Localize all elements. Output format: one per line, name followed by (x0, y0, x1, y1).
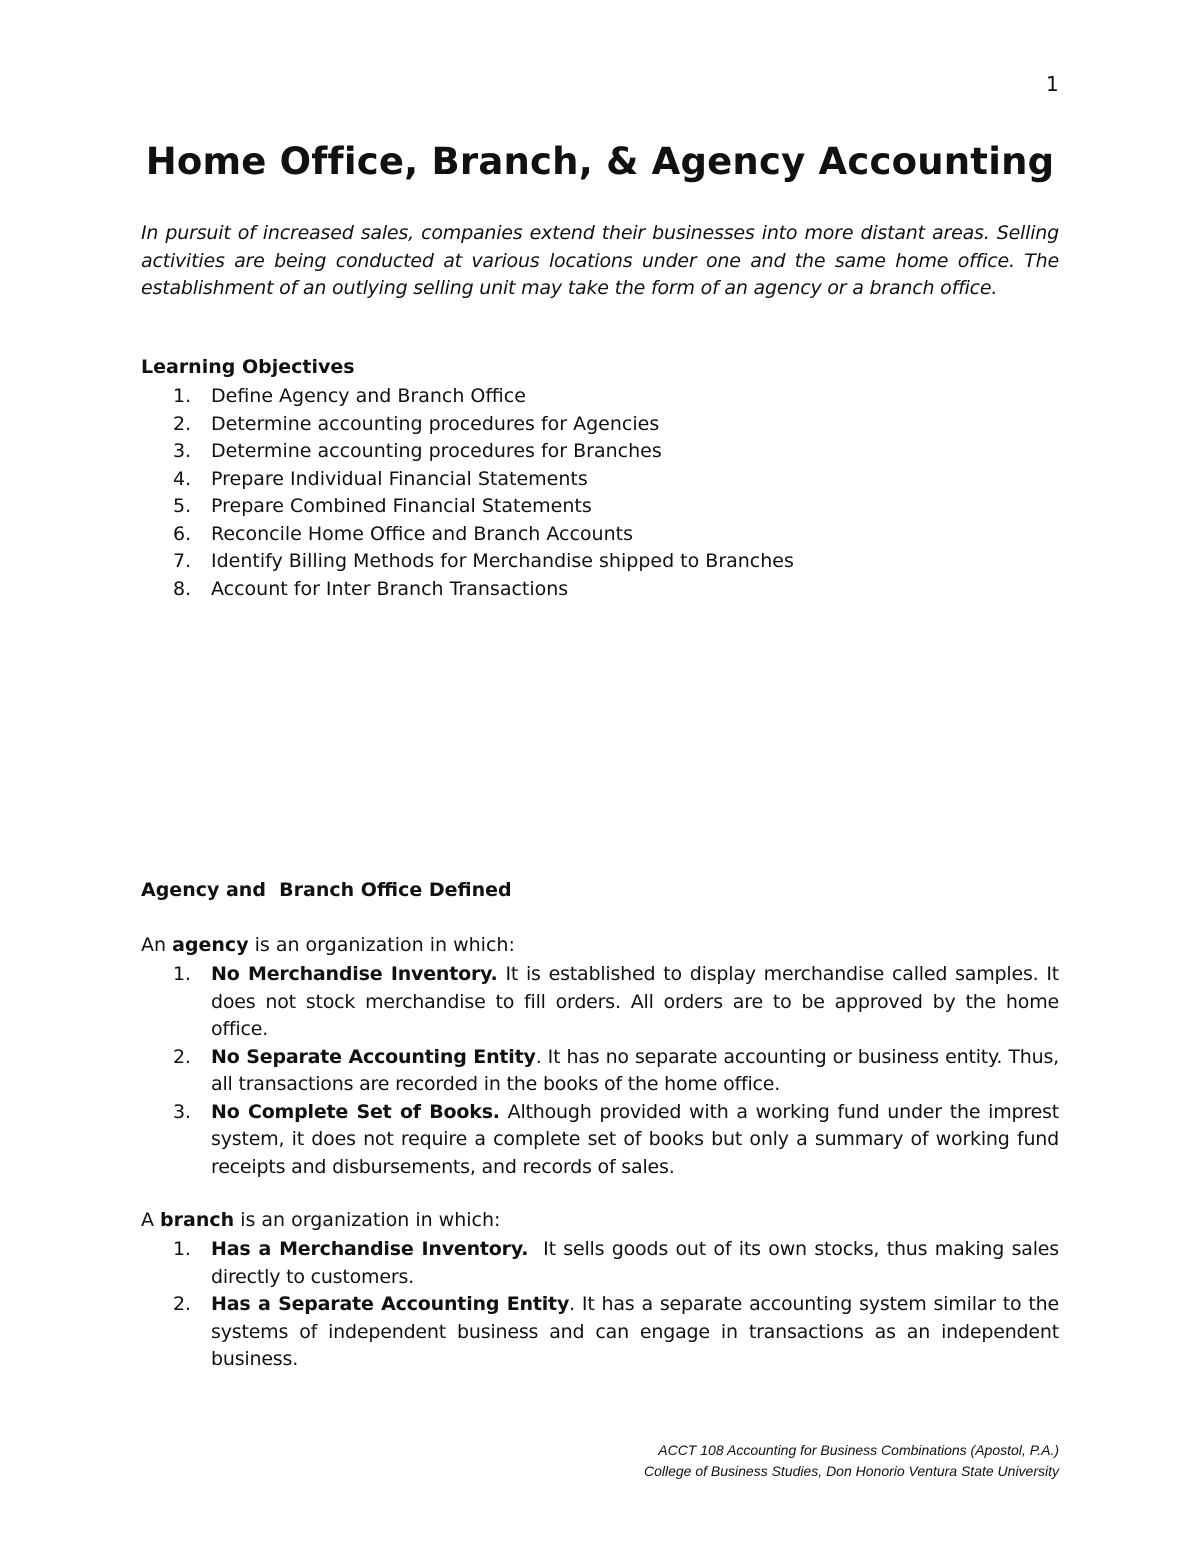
lead-text: An (141, 934, 173, 956)
learning-objectives-heading: Learning Objectives (141, 356, 355, 378)
list-item (141, 466, 1059, 494)
list-item-text: Account for Inter Branch Transactions (211, 577, 569, 600)
list-number: 2. (173, 1045, 191, 1068)
list-number: 7. (173, 550, 192, 572)
list-number: 6. (173, 522, 192, 545)
item-text: . It has no separate accounting or business entity. Thus, all transactions are recorded in the books of the home office. (211, 1045, 1060, 1095)
branch-lead (141, 1209, 500, 1231)
list-number: 8. (173, 577, 192, 600)
list-item (141, 1099, 1059, 1182)
list-item-text: Prepare Individual Financial Statements (211, 467, 588, 490)
footer-course: ACCT 108 Accounting for Business Combinations (Apostol, P.A.) (658, 1442, 1059, 1458)
list-item (141, 1236, 1065, 1291)
definitions-heading: Agency and Branch Office Defined (141, 879, 512, 901)
list-item (141, 521, 1059, 549)
agency-list (141, 961, 1059, 1181)
list-number: 1. (173, 1238, 191, 1260)
item-text: It is established to display merchandise called samples. It does not stock merchandise to fill orders. All orders are to be approved by the home office. (211, 963, 1059, 1040)
lead-text: A (141, 1209, 161, 1231)
item-text: . It has a separate accounting system similar to the systems of independent business and can engage in transactions as an independent business. (211, 1293, 1059, 1370)
list-number: 2. (173, 412, 192, 435)
list-number: 5. (173, 495, 192, 517)
list-item (141, 1291, 1059, 1374)
agency-lead (141, 934, 515, 956)
list-item (141, 383, 1059, 411)
list-item (141, 961, 1059, 1044)
footer-institution: College of Business Studies, Don Honorio Ventura State University (643, 1463, 1059, 1479)
list-number: 3. (173, 440, 192, 462)
branch-term: branch (160, 1209, 235, 1231)
list-item-text: Prepare Combined Financial Statements (211, 495, 592, 517)
learning-objectives-list (141, 383, 1059, 603)
list-item (141, 548, 1059, 576)
item-text: Although provided with a working fund under the imprest system, it does not require a complete set of books but only a summary of working fund receipts and disbursements, and records of sales. (211, 1100, 1060, 1178)
list-number: 2. (173, 1293, 191, 1315)
lead-text: is an organization in which: (248, 934, 515, 956)
list-item (141, 576, 1059, 604)
list-number: 1. (173, 963, 191, 985)
page-footer (644, 1440, 1059, 1482)
list-item-text: Reconcile Home Office and Branch Accounts (211, 522, 633, 545)
list-item (141, 411, 1059, 439)
intro-paragraph: In pursuit of increased sales, companies extend their businesses into more distant areas. Selling activities are being conducted at various locations under one and the same home office. The establishment of an outlying selling unit may take the form of an agency or a branch office. (141, 222, 1059, 299)
list-item-text: Determine accounting procedures for Agencies (211, 412, 660, 435)
list-number: 4. (173, 467, 192, 490)
list-number: 1. (173, 385, 192, 407)
list-number: 3. (173, 1100, 191, 1123)
list-item-text: Identify Billing Methods for Merchandise shipped to Branches (211, 550, 794, 572)
list-item-text: Determine accounting procedures for Branches (211, 440, 662, 462)
item-text: It sells goods out of its own stocks, thus making sales directly to customers. (211, 1238, 1065, 1288)
agency-term: agency (172, 934, 249, 956)
item-term: Has a Merchandise Inventory. (211, 1238, 529, 1260)
list-item-text: Define Agency and Branch Office (211, 385, 526, 407)
list-item (141, 1044, 1059, 1099)
list-item (141, 493, 1059, 521)
branch-list (141, 1236, 1065, 1374)
page-title: Home Office, Branch, & Agency Accounting (145, 140, 1055, 183)
page-number: 1 (1046, 72, 1059, 96)
lead-text: is an organization in which: (234, 1209, 501, 1231)
item-term: No Complete Set of Books. (211, 1100, 500, 1123)
item-term: No Merchandise Inventory. (211, 963, 498, 985)
item-term: Has a Separate Accounting Entity (211, 1293, 570, 1315)
item-term: No Separate Accounting Entity (211, 1045, 536, 1068)
list-item (141, 438, 1059, 466)
